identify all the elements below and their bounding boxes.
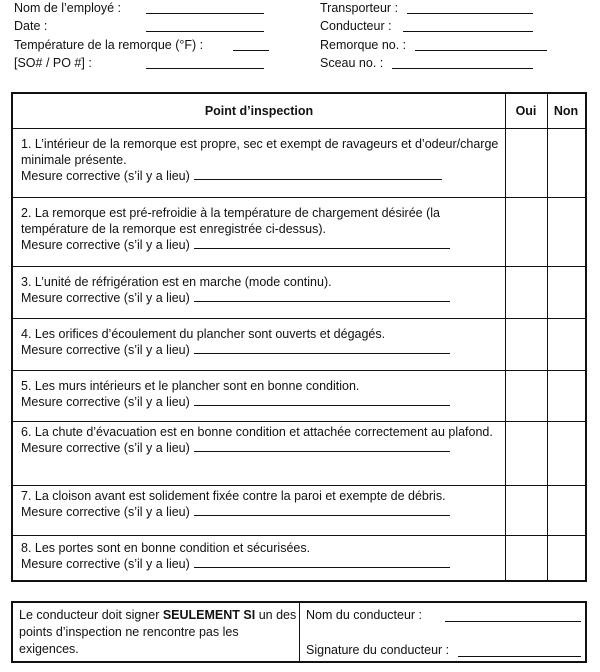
corrective-action — [21, 394, 501, 410]
row-divider — [13, 370, 585, 371]
inspection-item-text: 8. Les portes sont en bonne condition et sécurisées. — [21, 541, 311, 555]
row-divider — [13, 485, 585, 486]
header-oui: Oui — [515, 104, 537, 118]
row-divider — [13, 535, 585, 536]
note-text: un des points d’inspection ne rencontre pas les exigences. — [19, 608, 297, 656]
inspection-item-8 — [21, 540, 501, 572]
inspection-item-text: 7. La cloison avant est solidement fixée contre la paroi et exempte de débris. — [21, 489, 446, 503]
date-field[interactable] — [146, 31, 264, 32]
note-emphasis: SEULEMENT SI — [162, 608, 256, 622]
driver-label: Conducteur : — [320, 19, 392, 33]
trailer-no-field[interactable] — [415, 50, 547, 51]
inspection-item-2 — [21, 205, 501, 253]
employee-name-field[interactable] — [146, 13, 264, 14]
inspection-item-text: 2. La remorque est pré-refroidie à la température de chargement désirée (la température de la remorque est enregistrée ci-dessus). — [21, 206, 440, 236]
corrective-action-field[interactable] — [194, 505, 450, 516]
inspection-item-text: 4. Les orifices d’écoulement du plancher sont ouverts et dégagés. — [21, 327, 386, 341]
header-non: Non — [553, 104, 579, 118]
corrective-action — [21, 504, 501, 520]
row-divider — [13, 128, 585, 129]
corrective-action-field[interactable] — [194, 441, 450, 452]
corrective-action-label: Mesure corrective (s’il y a lieu) — [21, 291, 190, 305]
inspection-item-5 — [21, 378, 501, 410]
driver-signature-box — [11, 601, 587, 663]
corrective-action-label: Mesure corrective (s’il y a lieu) — [21, 343, 190, 357]
inspection-item-1 — [21, 136, 501, 184]
corrective-action — [21, 290, 501, 306]
inspection-item-6 — [21, 424, 501, 456]
trailer-temp-field[interactable] — [233, 50, 269, 51]
corrective-action-field[interactable] — [194, 395, 450, 406]
row-divider — [13, 197, 585, 198]
corrective-action-label: Mesure corrective (s’il y a lieu) — [21, 441, 190, 455]
corrective-action-field[interactable] — [194, 291, 450, 302]
trailer-no-label: Remorque no. : — [320, 38, 407, 52]
corrective-action — [21, 237, 501, 253]
header-inspection-point: Point d’inspection — [204, 104, 314, 118]
corrective-action — [21, 440, 501, 456]
corrective-action-label: Mesure corrective (s’il y a lieu) — [21, 238, 190, 252]
trailer-temp-label: Température de la remorque (°F) : — [14, 38, 204, 52]
so-po-field[interactable] — [146, 68, 264, 69]
inspection-item-text: 6. La chute d’évacuation est en bonne condition et attachée correctement au plafond. — [21, 425, 493, 439]
corrective-action-field[interactable] — [194, 343, 450, 354]
corrective-action-label: Mesure corrective (s’il y a lieu) — [21, 505, 190, 519]
corrective-action — [21, 342, 501, 358]
driver-name-field[interactable] — [445, 621, 581, 622]
driver-name-label: Nom du conducteur : — [306, 608, 423, 622]
corrective-action-label: Mesure corrective (s’il y a lieu) — [21, 557, 190, 571]
row-divider — [13, 421, 585, 422]
driver-signature-field[interactable] — [458, 656, 581, 657]
row-divider — [13, 266, 585, 267]
column-divider — [547, 94, 548, 580]
inspection-item-4 — [21, 326, 501, 358]
corrective-action — [21, 168, 501, 184]
employee-name-label: Nom de l’employé : — [14, 1, 121, 15]
date-label: Date : — [14, 19, 48, 33]
column-divider — [505, 94, 506, 580]
inspection-item-text: 3. L’unité de réfrigération est en marche (mode continu). — [21, 275, 332, 289]
carrier-label: Transporteur : — [320, 1, 399, 15]
inspection-table — [11, 92, 587, 582]
corrective-action-field[interactable] — [194, 557, 450, 568]
driver-field[interactable] — [403, 31, 533, 32]
seal-no-label: Sceau no. : — [320, 56, 384, 70]
corrective-action-field[interactable] — [194, 169, 442, 180]
row-divider — [13, 318, 585, 319]
seal-no-field[interactable] — [392, 68, 533, 69]
corrective-action-label: Mesure corrective (s’il y a lieu) — [21, 169, 190, 183]
driver-signature-label: Signature du conducteur : — [306, 643, 450, 657]
corrective-action — [21, 556, 501, 572]
inspection-item-text: 5. Les murs intérieurs et le plancher sont en bonne condition. — [21, 379, 360, 393]
inspection-item-3 — [21, 274, 501, 306]
column-divider — [299, 603, 300, 661]
corrective-action-label: Mesure corrective (s’il y a lieu) — [21, 395, 190, 409]
corrective-action-field[interactable] — [194, 238, 450, 249]
driver-signature-note — [19, 607, 299, 658]
note-text: Le conducteur doit signer — [19, 608, 163, 622]
inspection-item-text: 1. L’intérieur de la remorque est propre, sec et exempt de ravageurs et d’odeur/charge minimale présente. — [21, 137, 499, 167]
so-po-label: [SO# / PO #] : — [14, 56, 92, 70]
carrier-field[interactable] — [407, 13, 533, 14]
inspection-item-7 — [21, 488, 501, 520]
